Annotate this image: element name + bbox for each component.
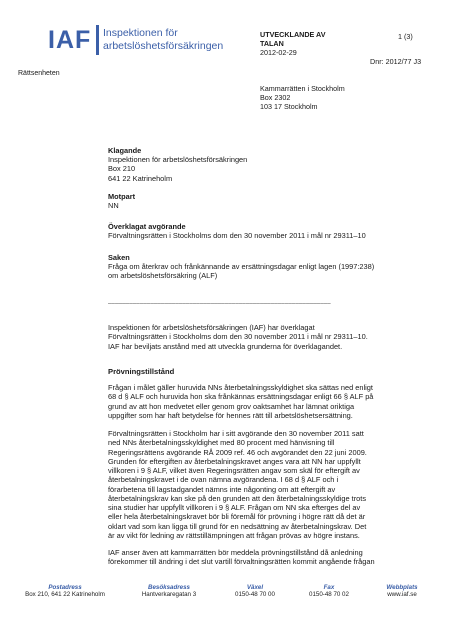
document-type-line-2: TALAN (260, 39, 284, 48)
paragraph-line: eller hela återbetalningskravet bör bli föremål för prövning i högre rätt då det är (108, 512, 366, 522)
motpart-value: NN (108, 201, 119, 211)
footer-value: Hantverkaregatan 3 (141, 591, 197, 598)
paragraph-line: är av vikt för ledning av rättstillämpningen att frågan prövas av högre instans. (108, 530, 360, 540)
paragraph-line: grund av att hon medvetet eller genom grov oaktsamhet har lämnat oriktiga (108, 401, 355, 411)
klagande-label: Klagande (108, 146, 142, 155)
paragraph-line: ned NNs återbetalningsskyldighet med 80 procent med hänvisning till (108, 438, 335, 448)
overklagat-label: Överklagat avgörande (108, 222, 186, 231)
paragraph-line: förarbetena till lagstadgandet nämns inte någonting om att eftergift av (108, 484, 336, 494)
footer-value: Box 210, 641 22 Katrineholm (25, 591, 105, 598)
footer-webbplats (372, 584, 432, 598)
section-divider: _______________________________________________________________ (108, 298, 331, 304)
footer-value: 0150-48 70 00 (235, 591, 275, 598)
paragraph-line: Regeringsrättens avgörande RÅ 2009 ref. 46 och avgörandet den 22 juni 2009. (108, 447, 367, 457)
footer-heading: Besöksadress (148, 584, 190, 591)
paragraph-line: Frågan i målet gäller huruvida NNs återbetalningsskyldighet ska sättas ned enligt (108, 383, 373, 392)
recipient-line: 103 17 Stockholm (260, 102, 318, 111)
logo-divider (96, 25, 99, 55)
footer-heading: Växel (246, 584, 264, 591)
footer-heading: Fax (323, 584, 335, 591)
diary-number: Dnr: 2012/77 J3 (370, 57, 422, 66)
paragraph-3 (108, 548, 408, 567)
footer-postadress (20, 584, 110, 598)
overklagat-value: Förvaltningsrätten i Stockholms dom den 30 november 2011 i mål nr 29311–10 (108, 231, 366, 241)
paragraph-line: Förvaltningsrätten i Stockholm har i sitt avgörande den 30 november 2011 satt (108, 429, 364, 438)
saken-label: Saken (108, 253, 130, 262)
paragraph-line: förekommer till ändring i det slut vartill förvaltningsrätten kommit angående frågan (108, 557, 375, 567)
klagande-line: Box 210 (108, 164, 136, 174)
overklagat-block (108, 222, 428, 240)
intro-line: Inspektionen för arbetslöshetsförsäkringen (IAF) har överklagat (108, 323, 315, 332)
paragraph-line: uppgifter som har haft betydelse för hennes rätt till arbetslöshetsersättning. (108, 410, 353, 420)
footer-value: 0150-48 70 02 (309, 591, 349, 598)
logo-line-1: Inspektionen för (103, 27, 178, 39)
paragraph-line: oklart vad som kan ligga till grund för en nedsättning av återbetalningskrav. Det (108, 521, 367, 531)
document-date: 2012-02-29 (260, 48, 297, 57)
paragraph-line: återbetalningskravet i de ovan nämna avgörandena. I 68 d § ALF och i (108, 475, 339, 485)
intro-paragraph (108, 323, 408, 351)
klagande-line: 641 22 Katrineholm (108, 173, 173, 183)
logo-iaf-text: IAF (48, 26, 92, 54)
logo-line-2: arbetslöshetsförsäkringen (103, 40, 224, 52)
klagande-line: Inspektionen för arbetslöshetsförsäkringen (108, 155, 248, 165)
recipient-address (260, 84, 345, 111)
paragraph-line: sina studier har uppfyllt villkoren i 9 § ALF. Frågan om NN ska efterges del av (108, 503, 361, 512)
paragraph-2 (108, 429, 408, 540)
recipient-line: Box 2302 (260, 93, 291, 102)
section-heading: Prövningstillstånd (108, 367, 175, 376)
intro-line: IAF har beviljats anstånd med att utveckla grunderna för överklagandet. (108, 341, 343, 351)
saken-line: om arbetslöshetsförsäkring (ALF) (108, 271, 218, 281)
paragraph-line: 68 d § ALF och huruvida hon ska frånkännas ersättningsdagar enligt 66 § ALF på (108, 392, 374, 402)
motpart-block (108, 192, 418, 210)
paragraph-line: IAF anser även att kammarrätten bör meddela prövningstillstånd då anledning (108, 548, 363, 557)
recipient-line: Kammarrätten i Stockholm (260, 84, 345, 93)
page-number: 1 (3) (398, 32, 413, 41)
footer-website-link[interactable]: www.iaf.se (387, 591, 417, 598)
department: Rättsenheten (18, 70, 60, 77)
footer-fax (302, 584, 356, 598)
paragraph-line: återbetalningskrav kan ske på den grunden att den återbetalningsskyldige trots (108, 493, 367, 503)
saken-line: Fråga om återkrav och frånkännande av ersättningsdagar enligt lagen (1997:238) (108, 262, 375, 272)
paragraph-line: Grunden för eftergiften av återbetalningskravet anges vara att NN har uppfyllt (108, 456, 361, 466)
logo-agency-name (103, 27, 223, 53)
saken-block (108, 253, 428, 281)
footer-vaxel (228, 584, 282, 598)
footer-heading: Postadress (48, 584, 82, 591)
footer-heading: Webbplats (386, 584, 418, 591)
document-type-line-1: UTVECKLANDE AV (260, 30, 326, 39)
klagande-block (108, 146, 418, 183)
intro-line: Förvaltningsrätten i Stockholms dom den 30 november 2011 i mål nr 29311–10. (108, 332, 368, 342)
paragraph-1 (108, 383, 408, 420)
document-type (260, 30, 360, 48)
paragraph-line: villkoren i 9 § ALF, vilket även Regeringsrätten angav som skäl för eftergift av (108, 466, 360, 475)
motpart-label: Motpart (108, 192, 136, 201)
footer-besoksadress (128, 584, 210, 598)
